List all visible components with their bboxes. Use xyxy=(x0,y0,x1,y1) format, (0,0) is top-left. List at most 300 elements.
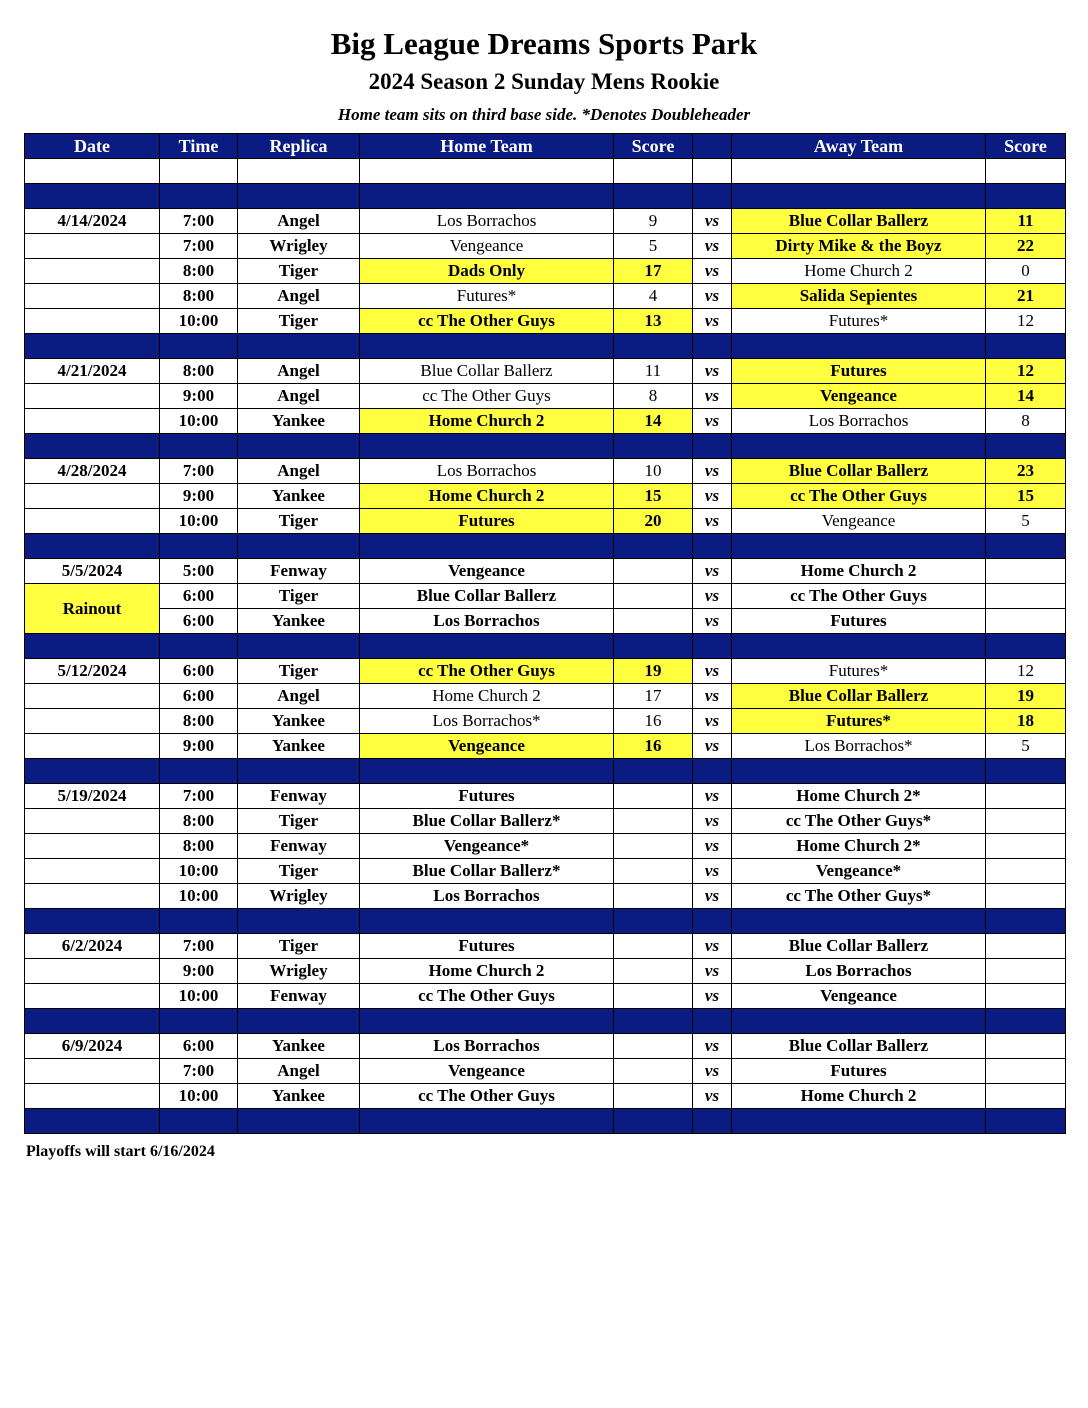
page-subtitle: 2024 Season 2 Sunday Mens Rookie xyxy=(368,69,720,94)
time-cell: 6:00 xyxy=(160,584,238,609)
replica-cell: Angel xyxy=(238,459,360,484)
date-cell xyxy=(25,234,160,259)
separator-cell xyxy=(614,184,693,209)
vs-cell: vs xyxy=(693,509,732,534)
time-cell: 10:00 xyxy=(160,509,238,534)
date-cell: 4/21/2024 xyxy=(25,359,160,384)
game-row xyxy=(25,834,1066,859)
away-team-cell: cc The Other Guys* xyxy=(732,884,986,909)
col-header-away-team: Away Team xyxy=(732,134,986,159)
separator-cell xyxy=(614,1109,693,1134)
separator-cell xyxy=(238,1009,360,1034)
away-team-cell: Blue Collar Ballerz xyxy=(732,934,986,959)
vs-cell: vs xyxy=(693,209,732,234)
separator-cell xyxy=(238,184,360,209)
home-score-cell xyxy=(614,934,693,959)
separator-cell xyxy=(160,1109,238,1134)
home-score-cell: 20 xyxy=(614,509,693,534)
home-team-cell: Los Borrachos xyxy=(360,609,614,634)
time-cell: 7:00 xyxy=(160,1059,238,1084)
separator-cell xyxy=(693,1009,732,1034)
time-cell: 7:00 xyxy=(160,234,238,259)
separator-cell xyxy=(25,759,160,784)
home-team-cell: Vengeance* xyxy=(360,834,614,859)
separator-cell xyxy=(732,759,986,784)
separator-cell xyxy=(238,434,360,459)
separator-cell xyxy=(614,1009,693,1034)
schedule-table xyxy=(24,133,1066,1134)
game-row xyxy=(25,784,1066,809)
home-team-cell: Vengeance xyxy=(360,234,614,259)
separator-cell xyxy=(160,184,238,209)
blank-cell xyxy=(360,159,614,184)
col-header-replica: Replica xyxy=(238,134,360,159)
game-row xyxy=(25,809,1066,834)
home-score-cell: 11 xyxy=(614,359,693,384)
separator-cell xyxy=(693,909,732,934)
vs-cell: vs xyxy=(693,1059,732,1084)
date-cell xyxy=(25,859,160,884)
separator-cell xyxy=(614,909,693,934)
vs-cell: vs xyxy=(693,384,732,409)
schedule-note: Home team sits on third base side. *Denotes Doubleheader xyxy=(337,105,751,124)
vs-cell: vs xyxy=(693,409,732,434)
blank-cell xyxy=(732,159,986,184)
date-cell xyxy=(25,484,160,509)
home-score-cell: 8 xyxy=(614,384,693,409)
separator-cell xyxy=(25,534,160,559)
away-score-cell: 23 xyxy=(986,459,1066,484)
home-team-cell: Futures xyxy=(360,934,614,959)
game-row xyxy=(25,309,1066,334)
away-team-cell: cc The Other Guys* xyxy=(732,809,986,834)
home-score-cell xyxy=(614,609,693,634)
game-row xyxy=(25,1084,1066,1109)
away-score-cell xyxy=(986,809,1066,834)
home-team-cell: Los Borrachos xyxy=(360,884,614,909)
separator-cell xyxy=(693,434,732,459)
home-score-cell: 15 xyxy=(614,484,693,509)
separator-row xyxy=(25,534,1066,559)
separator-cell xyxy=(614,434,693,459)
away-score-cell: 14 xyxy=(986,384,1066,409)
vs-cell: vs xyxy=(693,984,732,1009)
separator-cell xyxy=(693,534,732,559)
replica-cell: Tiger xyxy=(238,659,360,684)
time-cell: 10:00 xyxy=(160,859,238,884)
game-row xyxy=(25,509,1066,534)
date-cell: 4/28/2024 xyxy=(25,459,160,484)
away-score-cell xyxy=(986,609,1066,634)
vs-cell: vs xyxy=(693,884,732,909)
date-cell: 6/9/2024 xyxy=(25,1034,160,1059)
separator-cell xyxy=(238,759,360,784)
time-cell: 8:00 xyxy=(160,359,238,384)
vs-cell: vs xyxy=(693,484,732,509)
separator-row xyxy=(25,634,1066,659)
game-row xyxy=(25,959,1066,984)
away-team-cell: Futures xyxy=(732,1059,986,1084)
game-row xyxy=(25,409,1066,434)
separator-row xyxy=(25,334,1066,359)
away-team-cell: Blue Collar Ballerz xyxy=(732,684,986,709)
home-team-cell: Los Borrachos xyxy=(360,209,614,234)
home-team-cell: Futures xyxy=(360,509,614,534)
replica-cell: Fenway xyxy=(238,984,360,1009)
home-team-cell: Blue Collar Ballerz xyxy=(360,359,614,384)
date-cell: 5/19/2024 xyxy=(25,784,160,809)
game-row xyxy=(25,984,1066,1009)
home-score-cell xyxy=(614,809,693,834)
away-team-cell: Futures* xyxy=(732,709,986,734)
separator-cell xyxy=(693,634,732,659)
home-score-cell xyxy=(614,834,693,859)
separator-cell xyxy=(160,434,238,459)
separator-cell xyxy=(693,184,732,209)
home-score-cell xyxy=(614,984,693,1009)
game-row xyxy=(25,1034,1066,1059)
vs-cell: vs xyxy=(693,259,732,284)
blank-cell xyxy=(986,159,1066,184)
home-team-cell: Vengeance xyxy=(360,734,614,759)
schedule-body xyxy=(25,159,1066,1134)
home-team-cell: Blue Collar Ballerz* xyxy=(360,859,614,884)
separator-cell xyxy=(732,184,986,209)
game-row xyxy=(25,1059,1066,1084)
date-cell: 5/12/2024 xyxy=(25,659,160,684)
separator-row xyxy=(25,1109,1066,1134)
home-score-cell: 4 xyxy=(614,284,693,309)
home-score-cell xyxy=(614,859,693,884)
separator-cell xyxy=(732,534,986,559)
playoffs-note: Playoffs will start 6/16/2024 xyxy=(26,1143,215,1160)
time-cell: 5:00 xyxy=(160,559,238,584)
header-row xyxy=(25,134,1066,159)
col-header-date: Date xyxy=(25,134,160,159)
date-cell xyxy=(25,384,160,409)
time-cell: 9:00 xyxy=(160,484,238,509)
away-score-cell xyxy=(986,1059,1066,1084)
away-team-cell: Blue Collar Ballerz xyxy=(732,459,986,484)
replica-cell: Tiger xyxy=(238,509,360,534)
away-score-cell: 19 xyxy=(986,684,1066,709)
home-score-cell: 14 xyxy=(614,409,693,434)
separator-cell xyxy=(986,1109,1066,1134)
date-cell xyxy=(25,259,160,284)
away-team-cell: Blue Collar Ballerz xyxy=(732,1034,986,1059)
game-row xyxy=(25,284,1066,309)
game-row xyxy=(25,484,1066,509)
separator-cell xyxy=(238,634,360,659)
date-cell xyxy=(25,684,160,709)
time-cell: 8:00 xyxy=(160,709,238,734)
separator-row xyxy=(25,759,1066,784)
separator-cell xyxy=(160,1009,238,1034)
date-cell xyxy=(25,834,160,859)
separator-cell xyxy=(360,434,614,459)
time-cell: 7:00 xyxy=(160,209,238,234)
separator-row xyxy=(25,184,1066,209)
away-team-cell: Futures* xyxy=(732,659,986,684)
replica-cell: Angel xyxy=(238,209,360,234)
vs-cell: vs xyxy=(693,859,732,884)
away-team-cell: cc The Other Guys xyxy=(732,484,986,509)
blank-row xyxy=(25,159,1066,184)
home-score-cell xyxy=(614,884,693,909)
date-cell xyxy=(25,734,160,759)
game-row xyxy=(25,609,1066,634)
time-cell: 8:00 xyxy=(160,259,238,284)
time-cell: 9:00 xyxy=(160,959,238,984)
time-cell: 10:00 xyxy=(160,409,238,434)
separator-cell xyxy=(693,334,732,359)
replica-cell: Angel xyxy=(238,284,360,309)
home-score-cell: 16 xyxy=(614,709,693,734)
separator-cell xyxy=(986,334,1066,359)
away-score-cell: 15 xyxy=(986,484,1066,509)
game-row xyxy=(25,384,1066,409)
home-team-cell: Vengeance xyxy=(360,1059,614,1084)
vs-cell: vs xyxy=(693,559,732,584)
time-cell: 9:00 xyxy=(160,384,238,409)
home-score-cell: 13 xyxy=(614,309,693,334)
date-cell: 4/14/2024 xyxy=(25,209,160,234)
col-header-away-score: Score xyxy=(986,134,1066,159)
away-team-cell: Futures* xyxy=(732,309,986,334)
date-cell xyxy=(25,309,160,334)
date-cell xyxy=(25,709,160,734)
away-team-cell: Futures xyxy=(732,609,986,634)
away-team-cell: Home Church 2 xyxy=(732,1084,986,1109)
game-row xyxy=(25,359,1066,384)
home-team-cell: cc The Other Guys xyxy=(360,309,614,334)
blank-cell xyxy=(25,159,160,184)
replica-cell: Tiger xyxy=(238,259,360,284)
vs-cell: vs xyxy=(693,809,732,834)
away-team-cell: Salida Sepientes xyxy=(732,284,986,309)
replica-cell: Angel xyxy=(238,359,360,384)
away-team-cell: Futures xyxy=(732,359,986,384)
replica-cell: Wrigley xyxy=(238,884,360,909)
separator-cell xyxy=(360,334,614,359)
separator-cell xyxy=(160,634,238,659)
vs-cell: vs xyxy=(693,709,732,734)
home-team-cell: Blue Collar Ballerz* xyxy=(360,809,614,834)
separator-cell xyxy=(160,534,238,559)
replica-cell: Tiger xyxy=(238,309,360,334)
away-score-cell: 21 xyxy=(986,284,1066,309)
replica-cell: Yankee xyxy=(238,609,360,634)
away-team-cell: Vengeance xyxy=(732,384,986,409)
away-score-cell: 22 xyxy=(986,234,1066,259)
game-row xyxy=(25,709,1066,734)
away-team-cell: Dirty Mike & the Boyz xyxy=(732,234,986,259)
away-score-cell xyxy=(986,934,1066,959)
game-row xyxy=(25,584,1066,609)
separator-cell xyxy=(25,909,160,934)
game-row xyxy=(25,234,1066,259)
game-row xyxy=(25,209,1066,234)
vs-cell: vs xyxy=(693,1034,732,1059)
separator-cell xyxy=(614,534,693,559)
home-team-cell: Dads Only xyxy=(360,259,614,284)
home-team-cell: Los Borrachos* xyxy=(360,709,614,734)
time-cell: 8:00 xyxy=(160,834,238,859)
col-header-vs xyxy=(693,134,732,159)
date-cell xyxy=(25,409,160,434)
separator-cell xyxy=(986,1009,1066,1034)
date-cell: 5/5/2024 xyxy=(25,559,160,584)
home-score-cell: 17 xyxy=(614,259,693,284)
away-score-cell: 12 xyxy=(986,659,1066,684)
home-score-cell xyxy=(614,584,693,609)
col-header-home-team: Home Team xyxy=(360,134,614,159)
separator-row xyxy=(25,434,1066,459)
home-score-cell: 10 xyxy=(614,459,693,484)
vs-cell: vs xyxy=(693,584,732,609)
separator-cell xyxy=(360,1109,614,1134)
away-team-cell: Vengeance* xyxy=(732,859,986,884)
home-score-cell: 16 xyxy=(614,734,693,759)
replica-cell: Fenway xyxy=(238,784,360,809)
separator-cell xyxy=(986,909,1066,934)
replica-cell: Yankee xyxy=(238,1084,360,1109)
vs-cell: vs xyxy=(693,284,732,309)
home-team-cell: Home Church 2 xyxy=(360,484,614,509)
away-score-cell xyxy=(986,1034,1066,1059)
time-cell: 6:00 xyxy=(160,659,238,684)
separator-cell xyxy=(693,1109,732,1134)
separator-cell xyxy=(614,634,693,659)
date-cell xyxy=(25,1084,160,1109)
separator-cell xyxy=(732,334,986,359)
replica-cell: Angel xyxy=(238,684,360,709)
game-row xyxy=(25,684,1066,709)
date-cell xyxy=(25,984,160,1009)
vs-cell: vs xyxy=(693,234,732,259)
time-cell: 10:00 xyxy=(160,1084,238,1109)
away-score-cell: 0 xyxy=(986,259,1066,284)
separator-cell xyxy=(360,534,614,559)
vs-cell: vs xyxy=(693,834,732,859)
separator-cell xyxy=(360,909,614,934)
home-score-cell: 19 xyxy=(614,659,693,684)
away-score-cell: 5 xyxy=(986,509,1066,534)
separator-cell xyxy=(25,1009,160,1034)
home-team-cell: Los Borrachos xyxy=(360,1034,614,1059)
separator-cell xyxy=(360,759,614,784)
away-team-cell: Home Church 2 xyxy=(732,559,986,584)
away-score-cell: 18 xyxy=(986,709,1066,734)
home-team-cell: Vengeance xyxy=(360,559,614,584)
home-team-cell: Home Church 2 xyxy=(360,959,614,984)
time-cell: 6:00 xyxy=(160,1034,238,1059)
home-score-cell: 5 xyxy=(614,234,693,259)
separator-cell xyxy=(986,184,1066,209)
date-cell xyxy=(25,809,160,834)
game-row xyxy=(25,934,1066,959)
date-cell xyxy=(25,284,160,309)
away-score-cell xyxy=(986,884,1066,909)
replica-cell: Yankee xyxy=(238,734,360,759)
away-team-cell: cc The Other Guys xyxy=(732,584,986,609)
separator-cell xyxy=(238,534,360,559)
blank-cell xyxy=(693,159,732,184)
separator-cell xyxy=(693,759,732,784)
separator-cell xyxy=(360,1009,614,1034)
home-team-cell: Futures* xyxy=(360,284,614,309)
separator-cell xyxy=(25,334,160,359)
time-cell: 8:00 xyxy=(160,284,238,309)
separator-cell xyxy=(25,434,160,459)
vs-cell: vs xyxy=(693,609,732,634)
away-team-cell: Home Church 2* xyxy=(732,834,986,859)
replica-cell: Fenway xyxy=(238,834,360,859)
separator-cell xyxy=(160,334,238,359)
home-team-cell: Home Church 2 xyxy=(360,684,614,709)
away-team-cell: Los Borrachos xyxy=(732,409,986,434)
vs-cell: vs xyxy=(693,784,732,809)
home-score-cell: 17 xyxy=(614,684,693,709)
replica-cell: Angel xyxy=(238,384,360,409)
replica-cell: Fenway xyxy=(238,559,360,584)
time-cell: 8:00 xyxy=(160,809,238,834)
separator-cell xyxy=(614,334,693,359)
away-score-cell: 11 xyxy=(986,209,1066,234)
home-team-cell: cc The Other Guys xyxy=(360,384,614,409)
time-cell: 7:00 xyxy=(160,459,238,484)
page-title: Big League Dreams Sports Park xyxy=(330,26,758,61)
separator-cell xyxy=(25,1109,160,1134)
replica-cell: Wrigley xyxy=(238,959,360,984)
away-score-cell xyxy=(986,984,1066,1009)
vs-cell: vs xyxy=(693,659,732,684)
home-team-cell: Blue Collar Ballerz xyxy=(360,584,614,609)
away-score-cell xyxy=(986,784,1066,809)
vs-cell: vs xyxy=(693,1084,732,1109)
away-team-cell: Home Church 2* xyxy=(732,784,986,809)
separator-cell xyxy=(238,1109,360,1134)
separator-cell xyxy=(986,534,1066,559)
date-cell xyxy=(25,509,160,534)
away-score-cell xyxy=(986,1084,1066,1109)
game-row xyxy=(25,734,1066,759)
game-row xyxy=(25,884,1066,909)
separator-cell xyxy=(160,759,238,784)
replica-cell: Yankee xyxy=(238,409,360,434)
vs-cell: vs xyxy=(693,934,732,959)
away-score-cell xyxy=(986,859,1066,884)
separator-cell xyxy=(360,634,614,659)
game-row xyxy=(25,859,1066,884)
game-row xyxy=(25,659,1066,684)
home-score-cell xyxy=(614,1059,693,1084)
vs-cell: vs xyxy=(693,359,732,384)
replica-cell: Yankee xyxy=(238,484,360,509)
date-cell xyxy=(25,959,160,984)
vs-cell: vs xyxy=(693,734,732,759)
time-cell: 9:00 xyxy=(160,734,238,759)
time-cell: 10:00 xyxy=(160,309,238,334)
blank-cell xyxy=(614,159,693,184)
date-cell xyxy=(25,1059,160,1084)
home-score-cell xyxy=(614,784,693,809)
separator-cell xyxy=(732,909,986,934)
home-team-cell: cc The Other Guys xyxy=(360,1084,614,1109)
col-header-time: Time xyxy=(160,134,238,159)
home-team-cell: cc The Other Guys xyxy=(360,984,614,1009)
time-cell: 6:00 xyxy=(160,684,238,709)
